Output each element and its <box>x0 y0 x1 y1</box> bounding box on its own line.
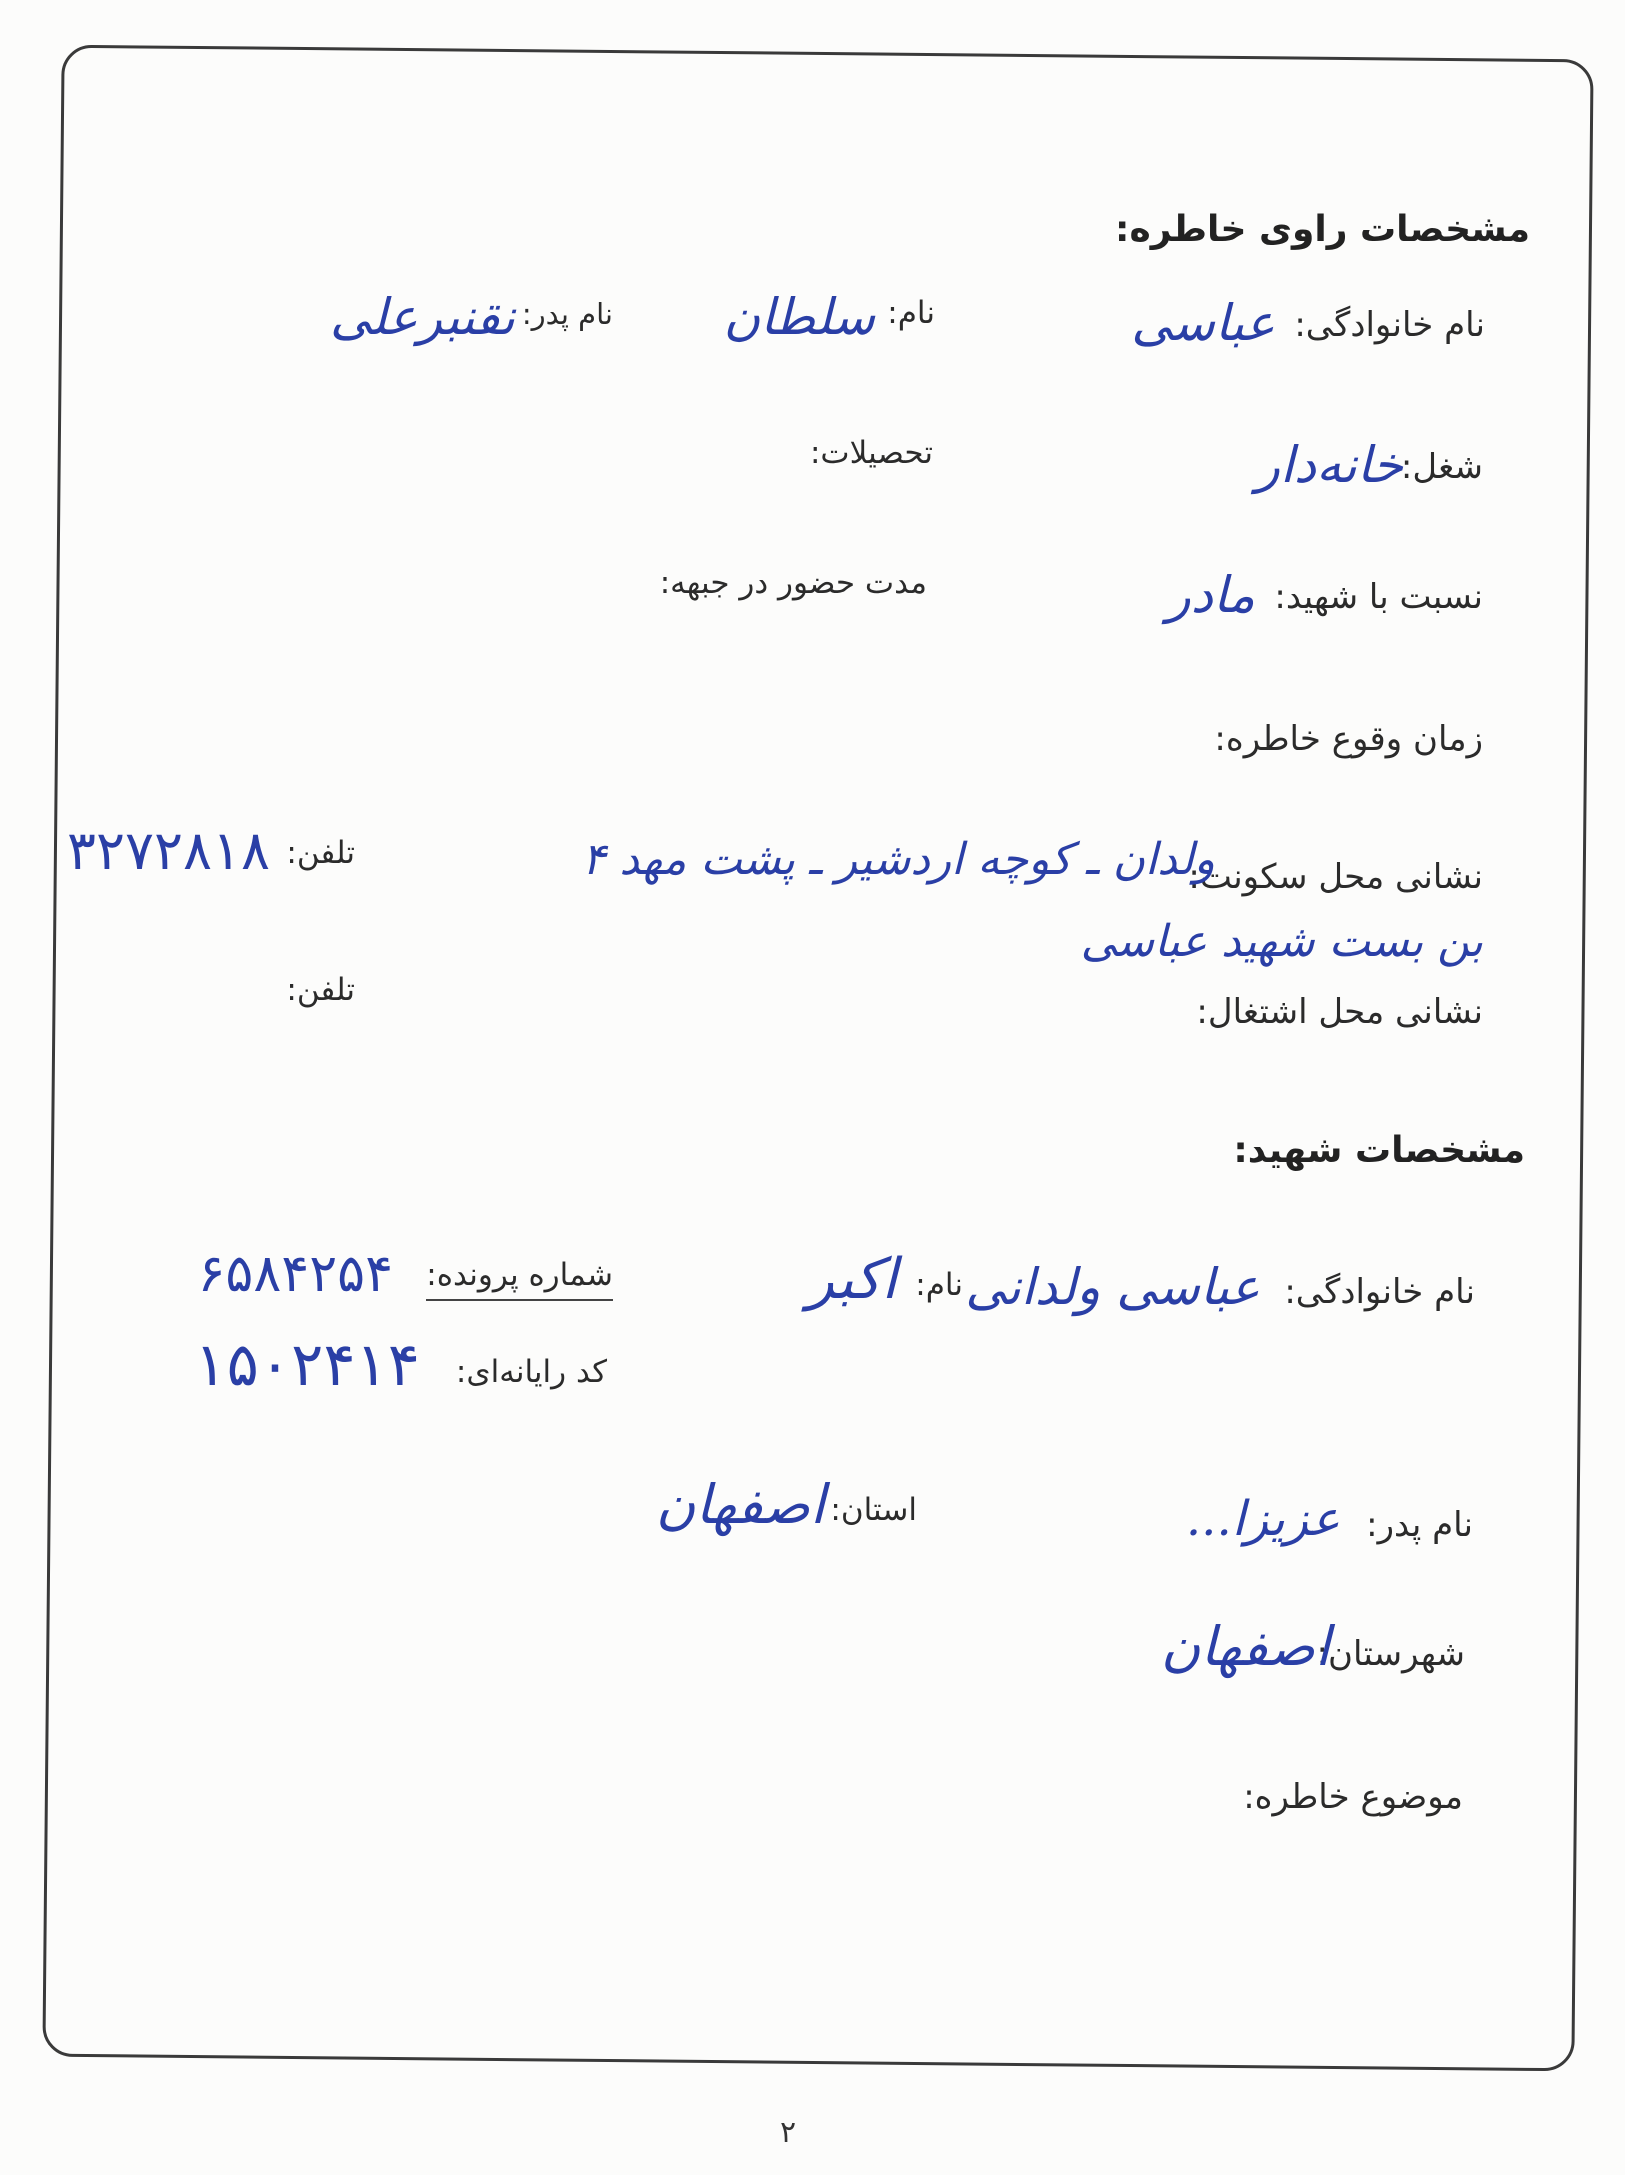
narrator-father-label: نام پدر: <box>521 297 613 331</box>
narrator-father-value: نقنبرعلی <box>329 288 515 346</box>
martyr-province-value: اصفهان <box>655 1473 825 1536</box>
narrator-education-label: تحصیلات: <box>809 435 933 471</box>
narrator-event-time-label: زمان وقوع خاطره: <box>1214 719 1483 759</box>
narrator-job-value: خانه‌دار <box>1255 436 1403 494</box>
martyr-firstname-label: نام: <box>915 1267 963 1303</box>
narrator-relation-value: مادر <box>1166 566 1255 624</box>
narrator-home-address-line1: ولدان ـ کوچه اردشیر ـ پشت مهد ۴ <box>581 834 1215 885</box>
narrator-home-address-line2: بن بست شهید عباسی <box>1080 916 1483 967</box>
narrator-lastname-value: عباسی <box>1131 294 1275 352</box>
martyr-city-value: اصفهان <box>1160 1615 1330 1678</box>
narrator-heading: مشخصات راوی خاطره: <box>1115 209 1530 250</box>
narrator-home-phone-label: تلفن: <box>286 835 355 871</box>
martyr-father-label: نام پدر: <box>1366 1505 1473 1545</box>
narrator-home-address-label: نشانی محل سکونت: <box>1188 857 1483 897</box>
martyr-file-number-value: ۶۵۸۴۲۵۴ <box>197 1244 393 1304</box>
narrator-front-duration-label: مدت حضور در جبهه: <box>659 565 927 601</box>
narrator-relation-label: نسبت با شهید: <box>1274 577 1483 617</box>
narrator-lastname-label: نام خانوادگی: <box>1294 305 1485 345</box>
martyr-computer-code-label: کد رایانه‌ای: <box>455 1354 607 1390</box>
martyr-province-label: استان: <box>830 1492 917 1528</box>
narrator-firstname-value: سلطان <box>723 288 875 346</box>
narrator-home-phone-value: ۳۲۷۲۸۱۸ <box>66 819 270 882</box>
martyr-heading: مشخصات شهید: <box>1233 1130 1525 1171</box>
narrator-job-label: شغل: <box>1400 447 1483 487</box>
narrator-work-phone-label: تلفن: <box>286 972 355 1008</box>
martyr-city-label: شهرستان: <box>1316 1634 1465 1674</box>
narrator-firstname-label: نام: <box>887 295 935 331</box>
page-number: ۲ <box>780 2115 797 2150</box>
martyr-lastname-label: نام خانوادگی: <box>1284 1272 1475 1312</box>
martyr-father-value: عزیزا... <box>1185 1491 1340 1547</box>
form-border <box>42 45 1593 2072</box>
martyr-lastname-value: عباسی ولدانی <box>965 1258 1260 1316</box>
martyr-firstname-value: اکبر <box>806 1247 897 1312</box>
narrator-work-address-label: نشانی محل اشتغال: <box>1196 992 1483 1032</box>
martyr-computer-code-value: ۱۵۰۲۴۱۴ <box>194 1330 420 1400</box>
martyr-memory-subject-label: موضوع خاطره: <box>1243 1777 1463 1817</box>
martyr-file-number-label: شماره پرونده: <box>426 1260 613 1301</box>
